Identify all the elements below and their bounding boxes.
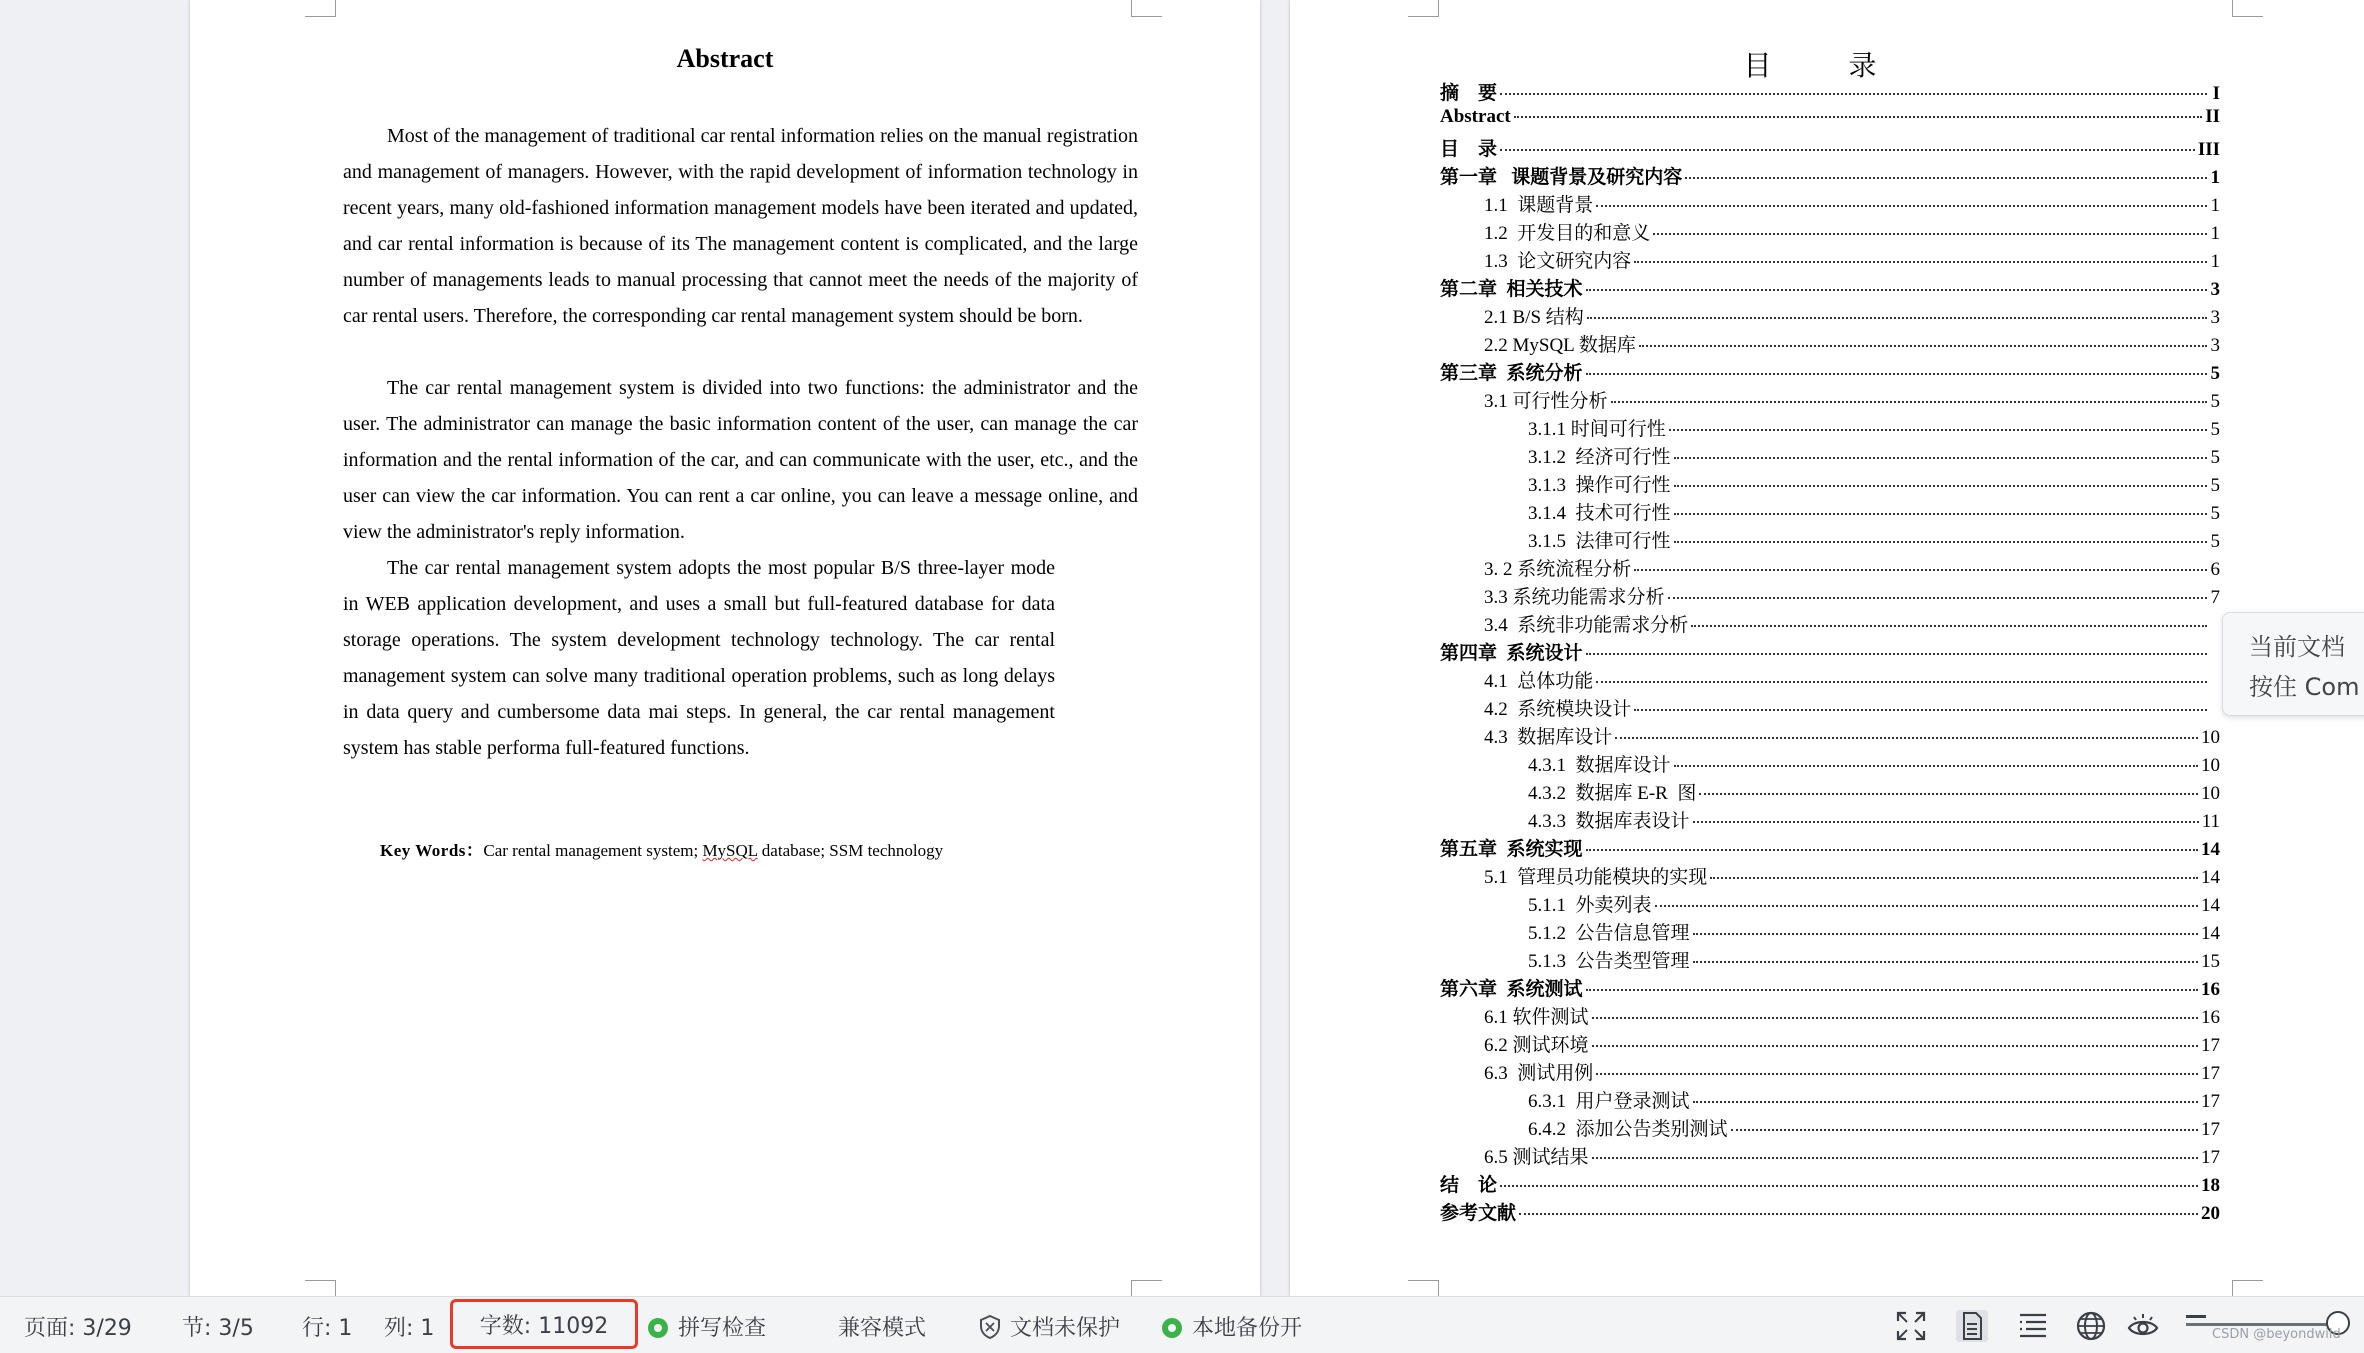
toc-leader-dots bbox=[1634, 261, 2207, 263]
toc-entry-page: 5 bbox=[2210, 475, 2220, 496]
toc-entry-page: 16 bbox=[2201, 1007, 2220, 1028]
toc-entry[interactable] bbox=[1440, 918, 2220, 946]
toc-leader-dots bbox=[1586, 373, 2207, 375]
toc-entry-label: 5.1.1 外卖列表 bbox=[1528, 895, 1652, 916]
toc-leader-dots bbox=[1693, 933, 2198, 935]
toc-entry-page: 5 bbox=[2210, 447, 2220, 468]
margin-corner-mark bbox=[305, 0, 336, 17]
toc-list bbox=[1440, 78, 2220, 1226]
toc-entry-page: 1 bbox=[2210, 195, 2220, 216]
section-indicator[interactable]: 节: 3/5 bbox=[182, 1316, 254, 1341]
margin-corner-mark bbox=[305, 1280, 336, 1296]
row-indicator[interactable]: 行: 1 bbox=[302, 1316, 353, 1341]
toc-entry-label: 第一章 课题背景及研究内容 bbox=[1440, 167, 1683, 188]
toc-entry-page: 20 bbox=[2201, 1203, 2220, 1224]
toc-leader-dots bbox=[1693, 961, 2198, 963]
toc-entry-page: 1 bbox=[2210, 167, 2220, 188]
toc-entry-page: 6 bbox=[2210, 559, 2220, 580]
toc-entry-page: 14 bbox=[2201, 867, 2220, 888]
toc-entry-label: 3.1.1 时间可行性 bbox=[1528, 419, 1666, 440]
toc-entry[interactable] bbox=[1440, 134, 2220, 162]
toc-entry[interactable] bbox=[1440, 470, 2220, 498]
toc-entry[interactable] bbox=[1440, 1114, 2220, 1142]
toc-entry-label: 6.3.1 用户登录测试 bbox=[1528, 1091, 1690, 1112]
toc-entry-page: 5 bbox=[2210, 391, 2220, 412]
toc-entry[interactable] bbox=[1440, 750, 2220, 778]
toc-leader-dots bbox=[1611, 401, 2207, 403]
document-page-toc[interactable] bbox=[1290, 0, 2364, 1296]
toc-entry[interactable] bbox=[1440, 610, 2220, 638]
toc-entry-page: 14 bbox=[2201, 839, 2220, 860]
toc-leader-dots bbox=[1592, 1157, 2198, 1159]
toc-entry[interactable] bbox=[1440, 498, 2220, 526]
toc-entry-page: 11 bbox=[2201, 811, 2220, 832]
toc-entry[interactable] bbox=[1440, 190, 2220, 218]
toc-leader-dots bbox=[1653, 233, 2207, 235]
toc-entry-page: 17 bbox=[2201, 1147, 2220, 1168]
spelling-error-word[interactable]: MySQL bbox=[702, 841, 758, 860]
toc-entry[interactable] bbox=[1440, 246, 2220, 274]
toc-entry-page: 3 bbox=[2210, 307, 2220, 328]
margin-corner-mark bbox=[1131, 1280, 1162, 1296]
toc-entry[interactable] bbox=[1440, 414, 2220, 442]
toc-entry-label: 4.1 总体功能 bbox=[1484, 671, 1594, 692]
toc-entry[interactable] bbox=[1440, 582, 2220, 610]
toc-leader-dots bbox=[1634, 569, 2207, 571]
toc-entry-label: 6.1 软件测试 bbox=[1484, 1007, 1589, 1028]
toc-entry-page: 3 bbox=[2210, 335, 2220, 356]
web-view-icon[interactable] bbox=[2074, 1309, 2108, 1343]
abstract-title: Abstract bbox=[676, 44, 774, 73]
toc-entry-label: 2.2 MySQL 数据库 bbox=[1484, 335, 1636, 356]
toc-entry-page: 15 bbox=[2201, 951, 2220, 972]
toc-entry-page: 5 bbox=[2210, 503, 2220, 524]
toc-entry-page: I bbox=[2212, 83, 2220, 104]
toc-leader-dots bbox=[1674, 513, 2207, 515]
toc-entry-label: 3.1.3 操作可行性 bbox=[1528, 475, 1671, 496]
toc-entry[interactable] bbox=[1440, 386, 2220, 414]
toc-entry-page: 10 bbox=[2201, 755, 2220, 776]
toc-leader-dots bbox=[1634, 709, 2207, 711]
toc-leader-dots bbox=[1691, 625, 2207, 627]
toc-entry[interactable] bbox=[1440, 162, 2220, 190]
toc-leader-dots bbox=[1596, 1073, 2198, 1075]
margin-corner-mark bbox=[2232, 0, 2263, 17]
watermark-text: CSDN @beyondwild bbox=[2212, 1327, 2341, 1342]
toc-entry-label: 结 论 bbox=[1440, 1175, 1498, 1196]
toc-leader-dots bbox=[1674, 541, 2207, 543]
toc-title: 目 录 bbox=[1743, 49, 1911, 82]
word-count[interactable]: 字数: 11092 bbox=[479, 1313, 609, 1339]
toc-entry[interactable] bbox=[1440, 218, 2220, 246]
toc-entry[interactable] bbox=[1440, 834, 2220, 862]
toc-leader-dots bbox=[1674, 765, 2198, 767]
toc-entry-label: 3.1.5 法律可行性 bbox=[1528, 531, 1671, 552]
margin-corner-mark bbox=[2232, 1280, 2263, 1296]
toc-leader-dots bbox=[1685, 177, 2207, 179]
toc-leader-dots bbox=[1500, 149, 2195, 151]
toc-entry[interactable] bbox=[1440, 442, 2220, 470]
toc-entry-label: 5.1.2 公告信息管理 bbox=[1528, 923, 1690, 944]
toc-entry-label: 5.1 管理员功能模块的实现 bbox=[1484, 867, 1708, 888]
shield-icon bbox=[978, 1314, 1002, 1340]
zoom-slider[interactable] bbox=[2186, 1323, 2346, 1326]
toc-entry[interactable] bbox=[1440, 274, 2220, 302]
toc-leader-dots bbox=[1500, 1185, 2198, 1187]
toc-entry[interactable] bbox=[1440, 890, 2220, 918]
toc-entry[interactable] bbox=[1440, 302, 2220, 330]
toc-entry-label: 3.3 系统功能需求分析 bbox=[1484, 587, 1665, 608]
toc-entry-label: 3.1.2 经济可行性 bbox=[1528, 447, 1671, 468]
toc-entry-page: 5 bbox=[2210, 419, 2220, 440]
eye-protection-icon[interactable] bbox=[2126, 1309, 2160, 1343]
toc-entry-page: II bbox=[2205, 106, 2220, 127]
toc-entry-label: 3.1 可行性分析 bbox=[1484, 391, 1608, 412]
toc-entry-page: 5 bbox=[2210, 363, 2220, 384]
toc-entry-label: 6.5 测试结果 bbox=[1484, 1147, 1589, 1168]
toc-entry-page: 18 bbox=[2201, 1175, 2220, 1196]
toc-entry-page: 17 bbox=[2201, 1035, 2220, 1056]
toc-leader-dots bbox=[1586, 989, 2198, 991]
toc-entry[interactable] bbox=[1440, 554, 2220, 582]
outline-view-icon[interactable] bbox=[2016, 1309, 2050, 1343]
toc-entry-label: 4.3.1 数据库设计 bbox=[1528, 755, 1671, 776]
toc-entry[interactable] bbox=[1440, 974, 2220, 1002]
toc-entry-page: 3 bbox=[2210, 279, 2220, 300]
toc-entry[interactable] bbox=[1440, 806, 2220, 834]
toc-entry-label: 1.2 开发目的和意义 bbox=[1484, 223, 1651, 244]
toc-leader-dots bbox=[1587, 317, 2207, 319]
toc-entry-label: 参考文献 bbox=[1440, 1203, 1517, 1224]
page-view-icon[interactable] bbox=[1955, 1309, 1989, 1343]
toc-leader-dots bbox=[1655, 905, 2198, 907]
toc-entry-label: 目 录 bbox=[1440, 139, 1498, 160]
toc-entry[interactable] bbox=[1440, 638, 2220, 666]
toc-leader-dots bbox=[1674, 457, 2207, 459]
toc-leader-dots bbox=[1586, 653, 2207, 655]
document-page-abstract[interactable] bbox=[190, 0, 1260, 1296]
toc-entry-label: 4.3 数据库设计 bbox=[1484, 727, 1613, 748]
toc-entry-label: 3.4 系统非功能需求分析 bbox=[1484, 615, 1689, 636]
toc-entry-label: 1.3 论文研究内容 bbox=[1484, 251, 1632, 272]
toc-entry-page: 17 bbox=[2201, 1063, 2220, 1084]
toc-entry[interactable] bbox=[1440, 1142, 2220, 1170]
toc-entry[interactable] bbox=[1440, 862, 2220, 890]
check-circle-icon bbox=[1162, 1318, 1182, 1338]
toc-entry-page: 14 bbox=[2201, 895, 2220, 916]
toc-entry[interactable] bbox=[1440, 358, 2220, 386]
toc-entry-label: 2.1 B/S 结构 bbox=[1484, 307, 1584, 328]
toc-leader-dots bbox=[1586, 849, 2198, 851]
toc-entry-page: 10 bbox=[2201, 727, 2220, 748]
word-count-highlight[interactable] bbox=[450, 1299, 638, 1349]
toc-entry-label: 1.1 课题背景 bbox=[1484, 195, 1594, 216]
toc-leader-dots bbox=[1586, 289, 2207, 291]
toc-entry-label: 第三章 系统分析 bbox=[1440, 363, 1583, 384]
abstract-paragraph: The car rental management system is divided into two functions: the administrator and the user. The administrator can manage the basic information content of the user, can manage the car information and the rental information of the car, and can communicate with the user, etc., and the user can view the car information. You can rent a car online, you can leave a message online, and view the administrator's reply information. bbox=[343, 377, 1138, 543]
toc-entry[interactable] bbox=[1440, 722, 2220, 750]
toc-entry-page: 14 bbox=[2201, 923, 2220, 944]
toc-entry[interactable] bbox=[1440, 526, 2220, 554]
toc-entry-page: 5 bbox=[2210, 531, 2220, 552]
toc-entry[interactable] bbox=[1440, 106, 2220, 134]
margin-corner-mark bbox=[1408, 1280, 1439, 1296]
toc-entry-page: 1 bbox=[2210, 251, 2220, 272]
toc-entry[interactable] bbox=[1440, 330, 2220, 358]
toc-entry-page: III bbox=[2197, 139, 2220, 160]
toc-leader-dots bbox=[1514, 116, 2203, 118]
toc-entry-label: 第二章 相关技术 bbox=[1440, 279, 1583, 300]
toc-entry-label: 3.1.4 技术可行性 bbox=[1528, 503, 1671, 524]
toc-entry-page: 17 bbox=[2201, 1091, 2220, 1112]
toc-leader-dots bbox=[1615, 737, 2198, 739]
status-bar bbox=[0, 1296, 2364, 1353]
toc-entry-page: 1 bbox=[2210, 223, 2220, 244]
zoom-out-button[interactable] bbox=[2186, 1315, 2206, 1318]
fullscreen-icon[interactable] bbox=[1894, 1309, 1928, 1343]
toc-entry-label: 6.3 测试用例 bbox=[1484, 1063, 1594, 1084]
toc-leader-dots bbox=[1592, 1045, 2198, 1047]
toc-entry[interactable] bbox=[1440, 1170, 2220, 1198]
toc-leader-dots bbox=[1500, 93, 2207, 95]
keywords-label: Key Words： bbox=[380, 841, 484, 860]
toc-entry[interactable] bbox=[1440, 1086, 2220, 1114]
toc-entry-label: 5.1.3 公告类型管理 bbox=[1528, 951, 1690, 972]
toc-entry-label: 第五章 系统实现 bbox=[1440, 839, 1583, 860]
toc-entry[interactable] bbox=[1440, 1198, 2220, 1226]
toc-entry-page: 10 bbox=[2201, 783, 2220, 804]
toc-entry-label: 3. 2 系统流程分析 bbox=[1484, 559, 1632, 580]
toc-leader-dots bbox=[1639, 345, 2207, 347]
toc-leader-dots bbox=[1668, 597, 2207, 599]
toc-entry-label: 4.2 系统模块设计 bbox=[1484, 699, 1632, 720]
toc-leader-dots bbox=[1596, 205, 2207, 207]
margin-corner-mark bbox=[1131, 0, 1162, 17]
check-circle-icon bbox=[648, 1318, 668, 1338]
toc-entry-label: 6.2 测试环境 bbox=[1484, 1035, 1589, 1056]
toc-entry[interactable] bbox=[1440, 694, 2220, 722]
spellcheck-toggle[interactable]: 拼写检查 bbox=[648, 1311, 766, 1342]
toc-entry-label: 第四章 系统设计 bbox=[1440, 643, 1583, 664]
toc-leader-dots bbox=[1693, 821, 2199, 823]
toc-entry-label: Abstract bbox=[1440, 106, 1511, 127]
toc-entry[interactable] bbox=[1440, 666, 2220, 694]
page-indicator[interactable]: 页面: 3/29 bbox=[24, 1316, 132, 1341]
document-protection-toggle[interactable]: 文档未保护 bbox=[978, 1311, 1120, 1342]
toc-entry-label: 摘 要 bbox=[1440, 83, 1498, 104]
toc-entry-label: 4.3.3 数据库表设计 bbox=[1528, 811, 1690, 832]
hint-popup: 当前文档 按住 Com bbox=[2222, 612, 2364, 716]
toc-entry[interactable] bbox=[1440, 78, 2220, 106]
toc-leader-dots bbox=[1519, 1213, 2198, 1215]
toc-leader-dots bbox=[1592, 1017, 2198, 1019]
toc-entry-label: 6.4.2 添加公告类别测试 bbox=[1528, 1119, 1728, 1140]
toc-entry[interactable] bbox=[1440, 1058, 2220, 1086]
toc-entry-page: 7 bbox=[2210, 587, 2220, 608]
toc-entry-page: 17 bbox=[2201, 1119, 2220, 1140]
toc-leader-dots bbox=[1669, 429, 2207, 431]
column-indicator[interactable]: 列: 1 bbox=[384, 1316, 435, 1341]
toc-leader-dots bbox=[1693, 1101, 2198, 1103]
keywords-line: Key Words：Car rental management system; MySQL database; SSM technology bbox=[380, 841, 944, 860]
abstract-paragraph: The car rental management system adopts the most popular B/S three-layer mode in WEB application development, and uses a small but full-featured database for data storage operations. The system development technology technology. The car rental management system can solve many traditional operation problems, such as long delays in data query and cumbersome data mai steps. In general, the car rental management system has stable performa full-featured functions. bbox=[343, 557, 1055, 759]
margin-corner-mark bbox=[1408, 0, 1439, 17]
toc-leader-dots bbox=[1596, 681, 2207, 683]
compat-mode-indicator[interactable]: 兼容模式 bbox=[838, 1316, 927, 1341]
toc-leader-dots bbox=[1731, 1129, 2198, 1131]
toc-entry-label: 第六章 系统测试 bbox=[1440, 979, 1583, 1000]
toc-entry[interactable] bbox=[1440, 1030, 2220, 1058]
toc-leader-dots bbox=[1710, 877, 2198, 879]
toc-leader-dots bbox=[1699, 793, 2198, 795]
toc-leader-dots bbox=[1674, 485, 2207, 487]
abstract-paragraph: Most of the management of traditional car rental information relies on the manual registration and management of managers. However, with the rapid development of information technology in recent years, many old-fashioned information management models have been iterated and updated, and car rental information is because of its The management content is complicated, and the large number of managements leads to manual processing that cannot meet the needs of the majority of car rental users. Therefore, the corresponding car rental management system should be born. bbox=[343, 125, 1138, 327]
toc-entry[interactable] bbox=[1440, 778, 2220, 806]
toc-entry-label: 4.3.2 数据库 E-R 图 bbox=[1528, 783, 1697, 804]
local-backup-toggle[interactable]: 本地备份开 bbox=[1162, 1311, 1302, 1342]
toc-entry-page: 16 bbox=[2201, 979, 2220, 1000]
toc-entry[interactable] bbox=[1440, 1002, 2220, 1030]
toc-entry[interactable] bbox=[1440, 946, 2220, 974]
